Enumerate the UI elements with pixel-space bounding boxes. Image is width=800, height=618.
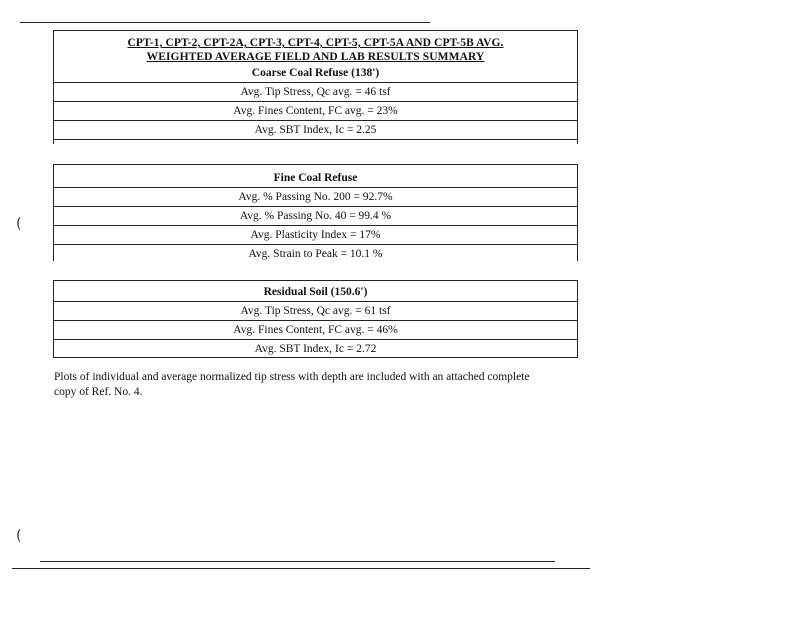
table-row: Avg. SBT Index, Ic = 2.25 <box>54 121 577 140</box>
table-row: Avg. % Passing No. 40 = 99.4 % <box>54 207 577 226</box>
footnote-text: Plots of individual and average normalized tip stress with depth are included with an attached complete copy of Ref. No. 4. <box>54 371 530 398</box>
table-row: Avg. Plasticity Index = 17% <box>54 226 577 245</box>
margin-mark: ( <box>16 216 22 232</box>
table-row: Avg. % Passing No. 200 = 92.7% <box>54 187 577 207</box>
table-row: Avg. Strain to Peak = 10.1 % <box>248 248 383 260</box>
bottom-rule <box>40 561 555 562</box>
bottom-rule <box>12 568 590 569</box>
top-rule <box>20 22 430 23</box>
margin-mark: ( <box>16 528 22 544</box>
section-heading: Fine Coal Refuse <box>273 172 358 184</box>
table-title-line-1: CPT-1, CPT-2, CPT-2A, CPT-3, CPT-4, CPT-5, CPT-5A AND CPT-5B AVG. <box>127 37 504 49</box>
section-heading: Residual Soil (150.6') <box>263 286 368 298</box>
table-row: Avg. Tip Stress, Qc avg. = 46 tsf <box>54 82 577 102</box>
section-heading: Coarse Coal Refuse (138') <box>251 67 380 79</box>
table-row: Avg. SBT Index, Ic = 2.72 <box>254 343 377 355</box>
residual-soil-table <box>53 280 578 358</box>
table-row: Avg. Tip Stress, Qc avg. = 61 tsf <box>54 301 577 321</box>
table-title-line-2: WEIGHTED AVERAGE FIELD AND LAB RESULTS SUMMARY <box>146 51 485 63</box>
table-row: Avg. Fines Content, FC avg. = 46% <box>54 321 577 340</box>
table-row: Avg. Fines Content, FC avg. = 23% <box>54 102 577 121</box>
fine-coal-refuse-table <box>53 164 578 261</box>
coarse-coal-refuse-table <box>53 30 578 144</box>
